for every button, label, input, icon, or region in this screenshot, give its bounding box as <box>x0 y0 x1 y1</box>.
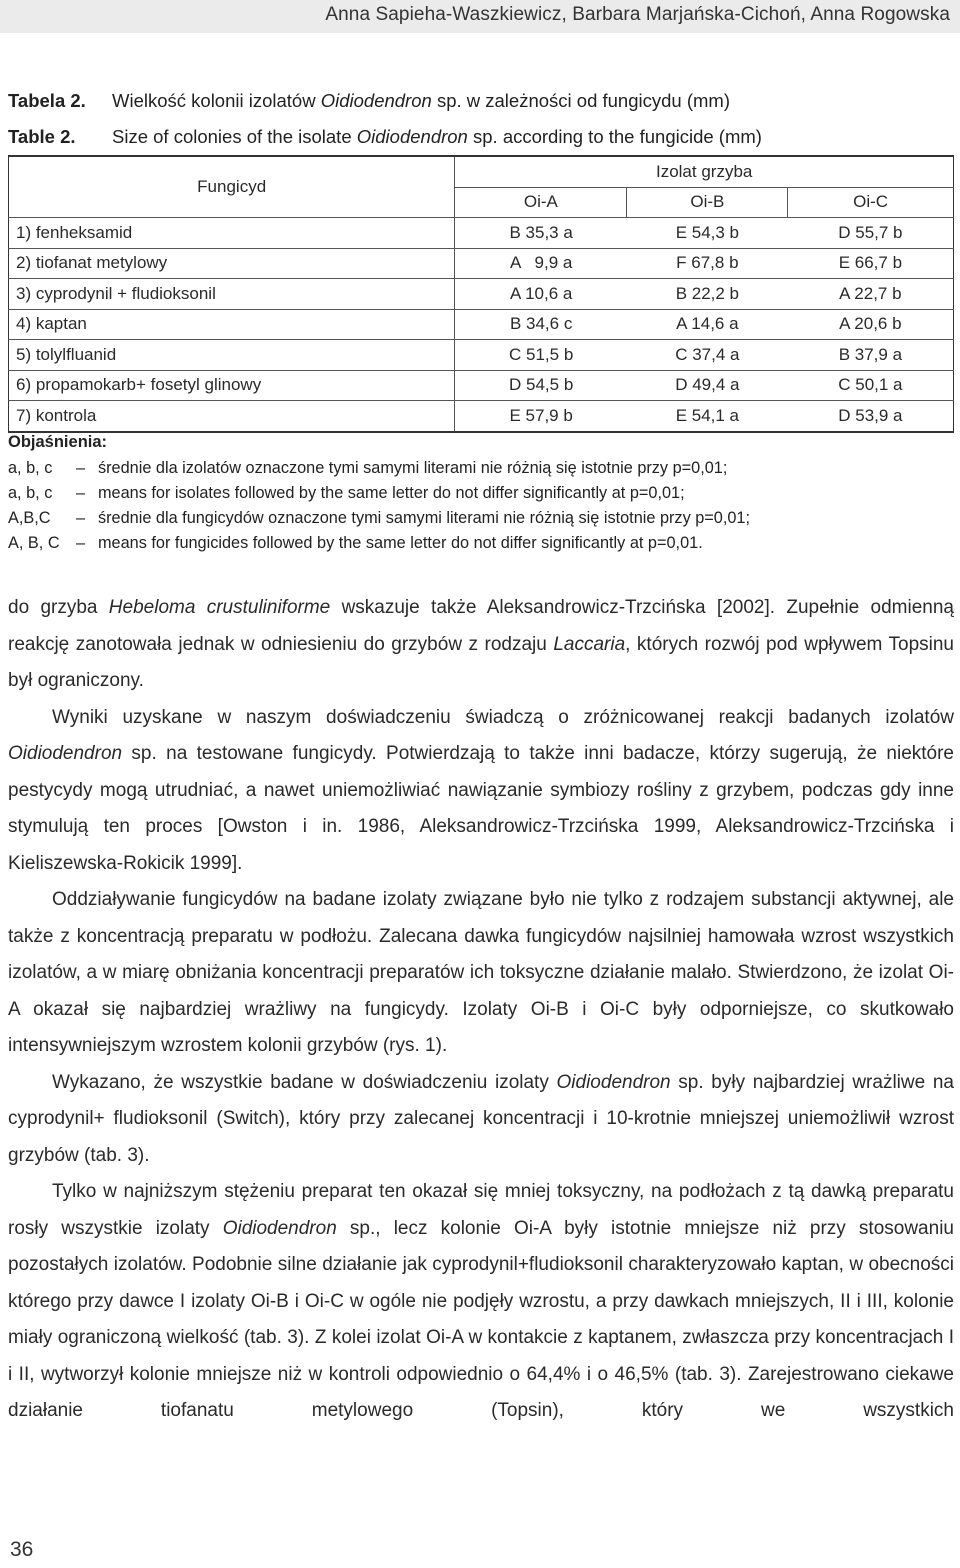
row-value-oi-b: E 54,3 b <box>627 218 788 249</box>
p2-text-a: Wyniki uzyskane w naszym doświadczeniu świadczą o zróżnicowanej reakcji badanych izolatów <box>52 706 954 728</box>
table-header-row <box>9 156 954 187</box>
note-text: średnie dla izolatów oznaczone tymi samymi literami nie różnią się istotnie przy p=0,01; <box>98 459 728 477</box>
row-value-oi-a: B 34,6 c <box>455 309 627 340</box>
isolate-group-header: Izolat grzyba <box>455 156 954 187</box>
row-fungicide: 4) kaptan <box>9 309 455 340</box>
row-fungicide: 3) cyprodynil + fludioksonil <box>9 279 455 310</box>
p5-text-b: sp., lecz kolonie Oi-A były istotnie mniejsze niż przy stosowaniu pozostałych izolatów. Podobnie silne działanie jak cyprodynil+fludioksonil charakteryzowało kaptan, w obecności którego przy dawce I izolaty Oi-B i Oi-C w ogóle nie podjęły wzrostu, a przy dawkach mniejszych, II i III, kolonie miały ograniczoną wielkość (tab. 3). Z kolei izolat Oi-A w kontakcie z kaptanem, zwłaszcza przy koncentracjach I i II, wytworzył kolonie mniejsze niż w kontroli odpowiednio o 64,4% i o 46,5% (tab. 3). Zarejestrowano ciekawe działanie tiofanatu metylowego (Topsin), który we wszystkich <box>8 1217 954 1421</box>
note-dash: – <box>76 484 86 502</box>
table-row <box>9 218 954 249</box>
caption-en-text: Size of colonies of the isolate <box>112 126 357 147</box>
row-value-oi-a: D 54,5 b <box>455 370 627 401</box>
p4-text-a: Wykazano, że wszystkie badane w doświadczeniu izolaty <box>52 1071 557 1093</box>
caption-pl-text: Wielkość kolonii izolatów <box>112 90 321 111</box>
isolate-header-oi-b: Oi-B <box>627 187 788 218</box>
paragraph-2 <box>8 700 954 883</box>
table-caption-pl <box>8 90 730 112</box>
note-dash: – <box>76 534 86 552</box>
caption-en-rest: sp. according to the fungicide (mm) <box>467 126 762 147</box>
row-fungicide: 2) tiofanat metylowy <box>9 248 455 279</box>
p1-text-c: , których rozwój pod wpływem Topsinu był ograniczony. <box>8 633 954 691</box>
row-fungicide: 5) tolylfluanid <box>9 340 455 371</box>
row-value-oi-a: A 10,6 a <box>455 279 627 310</box>
row-value-oi-c: D 53,9 a <box>788 401 954 432</box>
note-text: średnie dla fungicydów oznaczone tymi samymi literami nie różnią się istotnie przy p=0,01; <box>98 509 751 527</box>
note-key: A,B,C <box>8 509 51 527</box>
note-item <box>8 456 750 481</box>
paragraph-1 <box>8 590 954 700</box>
caption-en-label: Table 2. <box>8 126 76 147</box>
table-row <box>9 279 954 310</box>
note-dash: – <box>76 509 86 527</box>
paragraph-5 <box>8 1174 954 1430</box>
p2-text-b: sp. na testowane fungicydy. Potwierdzają to także inni badacze, którzy sugerują, że niektóre pestycydy mogą utrudniać, a nawet uniemożliwiać nawiązanie symbiozy rośliny z grzybem, podczas gdy inne stymulują ten proces [Owston i in. 1986, Aleksandrowicz-Trzcińska 1999, Aleksandrowicz-Trzcińska i Kieliszewska-Rokicik 1999]. <box>8 743 954 874</box>
isolate-header-oi-a: Oi-A <box>455 187 627 218</box>
row-value-oi-a: A 9,9 a <box>455 248 627 279</box>
table-notes <box>8 433 750 556</box>
p4-text-b: sp. były najbardziej wrażliwe na cyprodynil+ fludioksonil (Switch), który przy zalecanej koncentracji i 10-krotnie mniejszej uniemożliwił wzrost grzybów (tab. 3). <box>8 1071 954 1166</box>
table-row <box>9 401 954 432</box>
row-value-oi-c: D 55,7 b <box>788 218 954 249</box>
row-value-oi-b: F 67,8 b <box>627 248 788 279</box>
note-dash: – <box>76 459 86 477</box>
p5-genus: Oidiodendron <box>222 1217 337 1239</box>
notes-title: Objaśnienia: <box>8 433 108 451</box>
p1-text-a: do grzyba <box>8 597 109 618</box>
p1-genus: Laccaria <box>553 633 626 655</box>
paragraph-4 <box>8 1065 954 1175</box>
row-value-oi-c: C 50,1 a <box>788 370 954 401</box>
note-item <box>8 481 750 506</box>
row-value-oi-a: E 57,9 b <box>455 401 627 432</box>
row-value-oi-b: C 37,4 a <box>627 340 788 371</box>
table-row <box>9 340 954 371</box>
row-value-oi-b: A 14,6 a <box>627 309 788 340</box>
caption-en-genus: Oidiodendron <box>356 126 468 147</box>
page-number: 36 <box>10 1538 34 1561</box>
note-key: a, b, c <box>8 459 53 477</box>
note-item <box>8 506 750 531</box>
row-value-oi-c: A 20,6 b <box>788 309 954 340</box>
note-text: means for fungicides followed by the same letter do not differ significantly at p=0,01. <box>98 534 703 552</box>
note-key: a, b, c <box>8 484 53 502</box>
row-value-oi-b: D 49,4 a <box>627 370 788 401</box>
table-row <box>9 309 954 340</box>
row-value-oi-a: B 35,3 a <box>455 218 627 249</box>
row-value-oi-c: B 37,9 a <box>788 340 954 371</box>
colony-size-table <box>8 155 954 433</box>
note-key: A, B, C <box>8 534 60 552</box>
p1-text-b: wskazuje także Aleksandrowicz-Trzcińska [2002]. Zupełnie odmienną reakcję zanotowała jednak w odniesieniu do grzybów z rodzaju <box>8 597 954 655</box>
caption-pl-label: Tabela 2. <box>8 90 86 111</box>
row-value-oi-a: C 51,5 b <box>455 340 627 371</box>
body-text <box>8 590 954 1430</box>
row-value-oi-b: E 54,1 a <box>627 401 788 432</box>
table-row <box>9 370 954 401</box>
table-row <box>9 248 954 279</box>
p5-text-a: Tylko w najniższym stężeniu preparat ten okazał się mniej toksyczny, na podłożach z tą dawką preparatu rosły wszystkie izolaty <box>8 1181 954 1239</box>
p1-species: Hebeloma crustuliniforme <box>108 597 331 618</box>
fungicide-column-header: Fungicyd <box>197 177 267 196</box>
table-caption-en <box>8 126 762 148</box>
note-text: means for isolates followed by the same letter do not differ significantly at p=0,01; <box>98 484 685 502</box>
paragraph-3: Oddziaływanie fungicydów na badane izolaty związane było nie tylko z rodzajem substancji aktywnej, ale także z koncentracją preparatu w podłożu. Zalecana dawka fungicydów najsilniej hamowała wzrost wszystkich izolatów, a w miarę obniżania koncentracji preparatów ich toksyczne działanie malało. Stwierdzono, że izolat Oi-A okazał się najbardziej wrażliwy na fungicydy. Izolaty Oi-B i Oi-C były odporniejsze, co skutkowało intensywniejszym wzrostem kolonii grzybów (rys. 1). <box>8 889 954 1056</box>
row-value-oi-c: A 22,7 b <box>788 279 954 310</box>
row-fungicide: 7) kontrola <box>9 401 455 432</box>
row-value-oi-b: B 22,2 b <box>627 279 788 310</box>
running-header <box>0 0 960 33</box>
row-fungicide: 1) fenheksamid <box>9 218 455 249</box>
caption-pl-genus: Oidiodendron <box>320 90 432 111</box>
row-fungicide: 6) propamokarb+ fosetyl glinowy <box>9 370 455 401</box>
p4-genus: Oidiodendron <box>556 1071 671 1093</box>
row-value-oi-c: E 66,7 b <box>788 248 954 279</box>
p2-genus: Oidiodendron <box>8 743 123 764</box>
caption-pl-rest: sp. w zależności od fungicydu (mm) <box>431 90 730 111</box>
isolate-header-oi-c: Oi-C <box>788 187 954 218</box>
note-item <box>8 531 750 556</box>
header-authors: Anna Sapieha-Waszkiewicz, Barbara Marjańska-Cichoń, Anna Rogowska <box>325 4 950 25</box>
